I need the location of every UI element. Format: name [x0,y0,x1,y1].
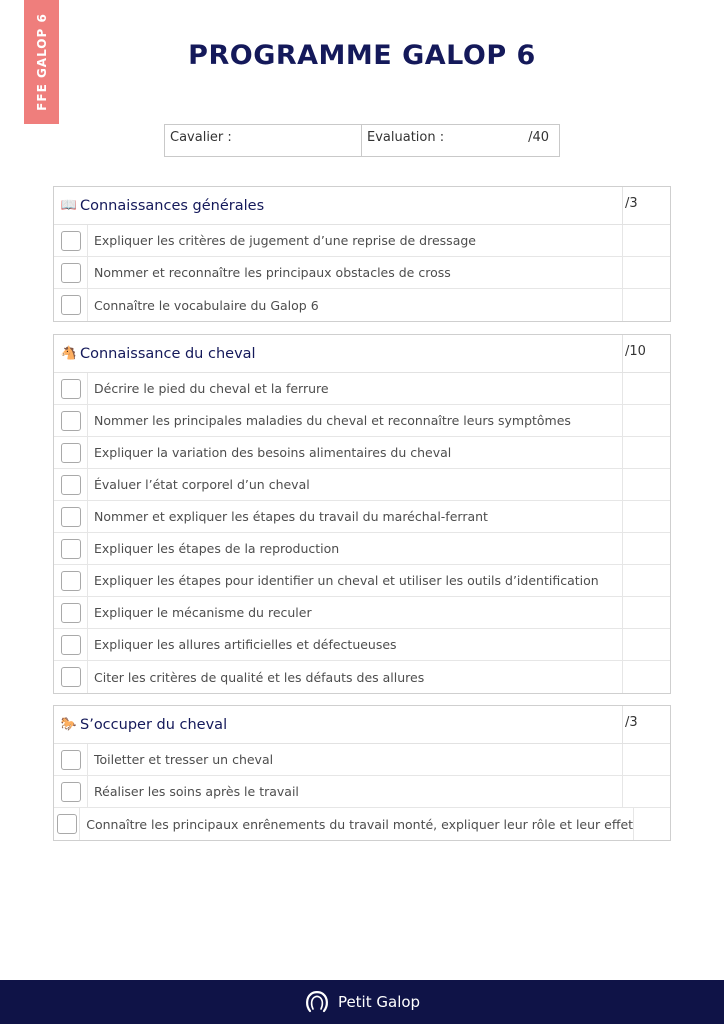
item-score-cell[interactable] [633,808,670,840]
section-header [54,706,670,744]
checklist-item-label: Expliquer la variation des besoins alimentaires du cheval [94,445,452,460]
checkbox[interactable] [61,750,81,770]
section-3 [53,705,671,841]
section-2 [53,334,671,694]
horse-head-icon: 🐴 [60,346,78,361]
section-score[interactable]: /10 [622,335,670,372]
cavalier-label: Cavalier : [170,130,232,145]
section-title: Connaissance du cheval [80,345,256,362]
checkbox-cell [54,257,88,288]
checklist-item-label: Expliquer les allures artificielles et défectueuses [94,637,397,652]
footer-brand: Petit Galop [337,993,421,1011]
checklist-item-label: Expliquer les critères de jugement d’une reprise de dressage [94,233,476,248]
checklist-item-label: Décrire le pied du cheval et la ferrure [94,381,329,396]
section-title: Connaissances générales [80,197,265,214]
checklist-item-label: Réaliser les soins après le travail [94,784,299,799]
checklist-row [54,289,670,321]
checklist-row [54,744,670,776]
item-score-cell[interactable] [622,744,670,775]
checkbox[interactable] [61,443,81,463]
checklist-row [54,808,670,840]
checkbox[interactable] [61,475,81,495]
item-score-cell[interactable] [622,405,670,436]
checklist-item-label: Connaître le vocabulaire du Galop 6 [94,297,319,313]
checklist-row [54,225,670,257]
checkbox[interactable] [61,782,81,802]
checklist-row [54,257,670,289]
footer [0,980,724,1024]
evaluation-label: Evaluation : [367,130,445,145]
checkbox[interactable] [61,411,81,431]
checklist-item-label: Citer les critères de qualité et les défauts des allures [94,669,425,685]
side-tab-label: FFE GALOP 6 [34,13,49,111]
checkbox-cell [54,808,80,840]
checkbox-cell [54,225,88,256]
item-score-cell[interactable] [622,437,670,468]
checklist-row [54,597,670,629]
checklist-item-label: Nommer et expliquer les étapes du travail du maréchal-ferrant [94,509,488,524]
section-score[interactable]: /3 [622,187,670,224]
checkbox-cell [54,405,88,436]
section-title: S’occuper du cheval [80,716,228,733]
section-header [54,187,670,225]
checkbox[interactable] [61,379,81,399]
rider-evaluation-box [164,124,560,157]
section-header [54,335,670,373]
checkbox-cell [54,373,88,404]
section-1 [53,186,671,322]
item-score-cell[interactable] [622,565,670,596]
item-score-cell[interactable] [622,289,670,321]
checklist-item-label: Évaluer l’état corporel d’un cheval [94,477,310,492]
item-score-cell[interactable] [622,225,670,256]
checkbox[interactable] [61,231,81,251]
checklist-row [54,533,670,565]
checkbox[interactable] [61,263,81,283]
checklist-row [54,661,670,693]
checkbox-cell [54,661,88,693]
item-score-cell[interactable] [622,629,670,660]
book-icon: 📖 [60,198,78,213]
horseshoe-logo-icon [304,989,330,1015]
checklist-item-label: Expliquer les étapes de la reproduction [94,541,340,556]
checkbox[interactable] [61,603,81,623]
checklist-row [54,629,670,661]
checkbox-cell [54,776,88,807]
checkbox[interactable] [57,814,77,834]
item-score-cell[interactable] [622,776,670,807]
checklist-row [54,565,670,597]
checklist-row [54,437,670,469]
checkbox[interactable] [61,571,81,591]
checkbox-cell [54,437,88,468]
item-score-cell[interactable] [622,373,670,404]
item-score-cell[interactable] [622,257,670,288]
checklist-item-label: Expliquer le mécanisme du reculer [94,605,312,620]
checklist-item-label: Connaître les principaux enrênements du travail monté, expliquer leur rôle et leur effet [86,816,634,832]
evaluation-field[interactable] [362,125,559,156]
checkbox[interactable] [61,539,81,559]
cavalier-field[interactable] [165,125,362,156]
checklist-item-label: Expliquer les étapes pour identifier un cheval et utiliser les outils d’identification [94,573,599,588]
item-score-cell[interactable] [622,501,670,532]
checklist-row [54,405,670,437]
checkbox-cell [54,597,88,628]
checkbox-cell [54,533,88,564]
item-score-cell[interactable] [622,533,670,564]
checkbox-cell [54,289,88,321]
checkbox-cell [54,501,88,532]
checklist-row [54,776,670,808]
evaluation-total: /40 [528,130,549,145]
checklist-item-label: Toiletter et tresser un cheval [94,752,274,767]
checkbox[interactable] [61,295,81,315]
checklist-row [54,469,670,501]
checklist-item-label: Nommer et reconnaître les principaux obstacles de cross [94,265,451,280]
checkbox[interactable] [61,507,81,527]
checkbox-cell [54,469,88,500]
checkbox-cell [54,629,88,660]
item-score-cell[interactable] [622,597,670,628]
checklist-item-label: Nommer les principales maladies du cheval et reconnaître leurs symptômes [94,413,571,428]
item-score-cell[interactable] [622,661,670,693]
checkbox[interactable] [61,635,81,655]
checkbox-cell [54,744,88,775]
checklist-row [54,373,670,405]
page-title: PROGRAMME GALOP 6 [188,40,536,71]
section-score[interactable]: /3 [622,706,670,743]
item-score-cell[interactable] [622,469,670,500]
horse-icon: 🐎 [60,717,78,732]
checkbox-cell [54,565,88,596]
checkbox[interactable] [61,667,81,687]
checklist-row [54,501,670,533]
